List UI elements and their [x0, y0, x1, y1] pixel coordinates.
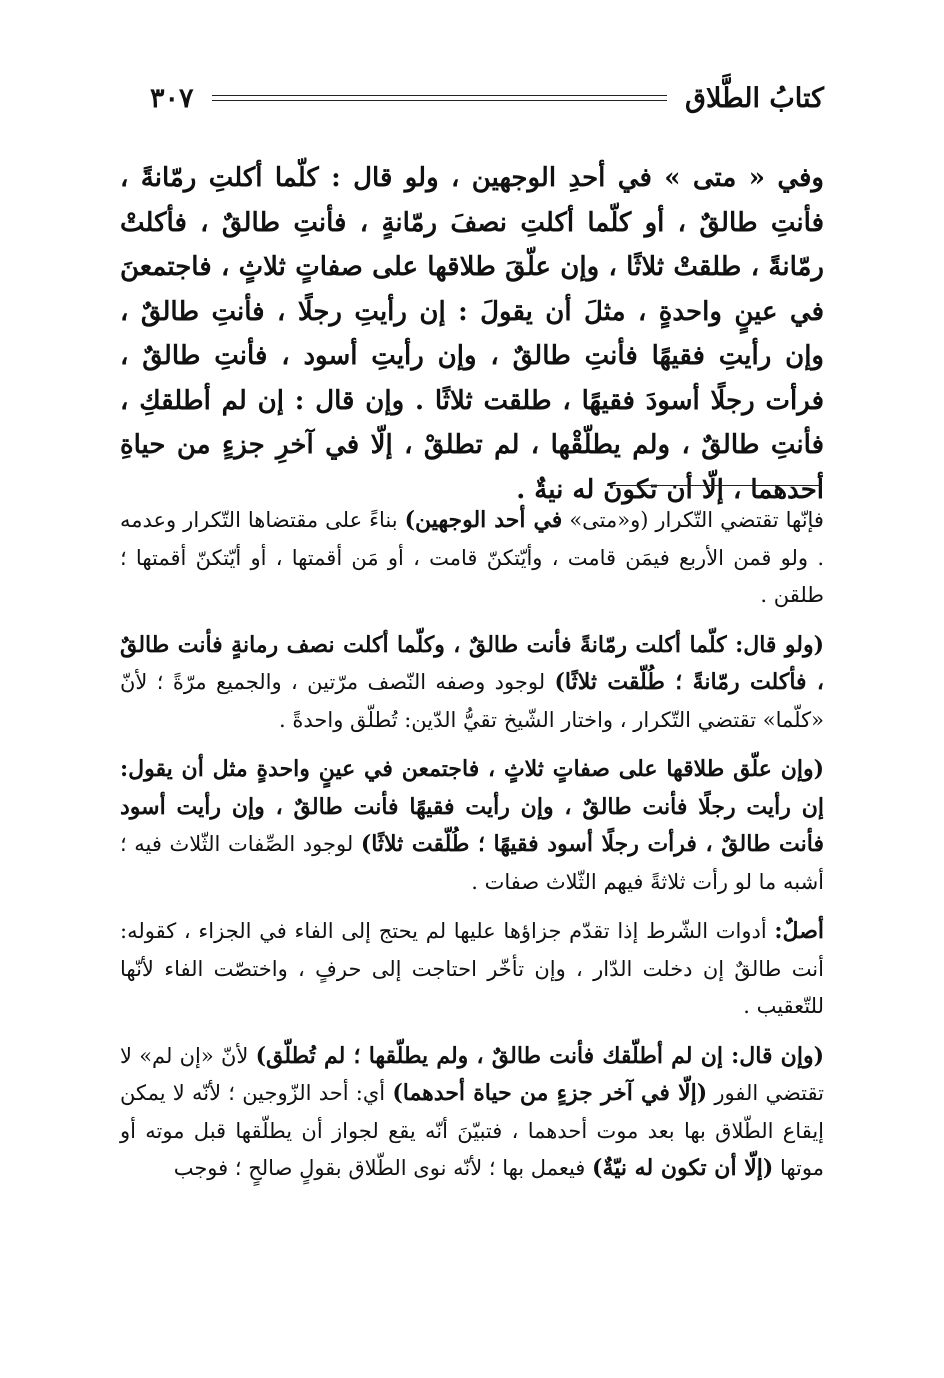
commentary-paragraph [120, 751, 824, 901]
commentary-text: لوجود الصِّفات الثّلاث فيه ؛ أشبه ما لو رأت ثلاثةً فيهم الثّلاث صفات . [120, 832, 824, 894]
commentary-quote: في أحد الوجهين) [404, 507, 563, 533]
commentary-text: فإنّها تقتضي التّكرار (و«متى» [569, 508, 824, 532]
commentary-heading: أصلٌ: [774, 918, 824, 944]
commentary-paragraph [120, 627, 824, 740]
commentary-paragraph [120, 913, 824, 1026]
commentary-quote: (وإن علّق طلاقها على صفاتٍ ثلاثٍ ، فاجتمعن في عينٍ واحدةٍ مثل أن يقول: إن رأيت رجلًا فأنت طالقٌ ، وإن رأيت فقيهًا فأنت طالقٌ ، وإن رأيت أسود فأنت طالقٌ ، فرأت رجلًا أسود فقيهًا ؛ طُلّقت ثلاثًا) [120, 756, 824, 857]
page-number: ٣٠٧ [150, 82, 194, 114]
commentary-text: بناءً على مقتضاها التّكرار وعدمه . ولو قمن الأربع فيمَن قامت ، وأيّتكنّ قامت ، أو مَن أقمتها ، أو أيّتكنّ أقمتها ؛ طلقن . [120, 508, 825, 607]
commentary-quote: (إلّا في آخر جزءٍ من حياة أحدهما) [392, 1080, 708, 1106]
commentary-paragraph [120, 1038, 824, 1188]
main-text: وفي « متى » في أحدِ الوجهين ، ولو قال : كلّما أكلتِ رمّانةً ، فأنتِ طالقٌ ، أو كلّما أكلتِ نصفَ رمّانةٍ ، فأنتِ طالقٌ ، فأكلتْ رمّانةً ، طلقتْ ثلاثًا ، وإن علّقَ طلاقها على صفاتٍ ثلاثٍ ، فاجتمعنَ في عينٍ واحدةٍ ، مثلَ أن يقولَ : إن رأيتِ رجلًا ، فأنتِ طالقٌ ، وإن رأيتِ فقيهًا فأنتِ طالقٌ ، وإن رأيتِ أسود ، فأنتِ طالقٌ ، فرأت رجلًا أسودَ فقيهًا ، طلقت ثلاثًا . وإن قال : إن لم أطلقكِ ، فأنتِ طالقٌ ، ولم يطلّقْها ، لم تطلقْ ، إلّا في آخرِ جزءٍ من حياةِ أحدهما ، إلّا أن تكونَ له نيةٌ . [120, 163, 825, 505]
header-rule [212, 95, 668, 101]
page-header [150, 74, 824, 122]
commentary-text: لوجود وصفه النّصف مرّتين ، والجميع مرّةً ؛ لأنّ «كلّما» تقتضي التّكرار ، واختار الشّيخ تقيُّ الدّين: تُطلّق واحدةً . [120, 670, 824, 732]
commentary-quote: (ولو قال: كلّما أكلت رمّانةً فأنت طالقٌ ، وكلّما أكلت نصف رمانةٍ فأنت طالقٌ ، فأكلت رمّانةً ؛ طُلّقت ثلاثًا) [120, 631, 824, 695]
footnote-separator [607, 485, 822, 486]
commentary-text: أدوات الشّرط إذا تقدّم جزاؤها عليها لم يحتج إلى الفاء في الجزاء ، كقوله: أنت طالقٌ إن دخلت الدّار ، وإن تأخّر احتاجت إلى حرفٍ ، واختصّت الفاء لأنّها للتّعقيب . [120, 919, 824, 1018]
commentary [120, 502, 824, 1200]
commentary-text: لأنّ «إن لم» لا تقتضي الفور [120, 1043, 824, 1105]
commentary-quote: (إلّا أن تكون له نيّةٌ) [592, 1155, 774, 1181]
commentary-paragraph [120, 502, 824, 615]
commentary-text: فيعمل بها ؛ لأنّه نوى الطّلاق بقولٍ صالحٍ ؛ فوجب [173, 1156, 586, 1180]
commentary-text: أي: أحد الزّوجين ؛ لأنّه لا يمكن إيقاع الطّلاق بها بعد موت أحدهما ، فتبيّنَ أنّه يقع لجواز أن يطلّقها قبل موته أو موتها [120, 1081, 824, 1180]
commentary-quote: (وإن قال: إن لم أطلّقك فأنت طالقٌ ، ولم يطلّقها ؛ لم تُطلّق) [255, 1042, 824, 1069]
running-title: كتابُ الطَّلاق [685, 82, 824, 114]
